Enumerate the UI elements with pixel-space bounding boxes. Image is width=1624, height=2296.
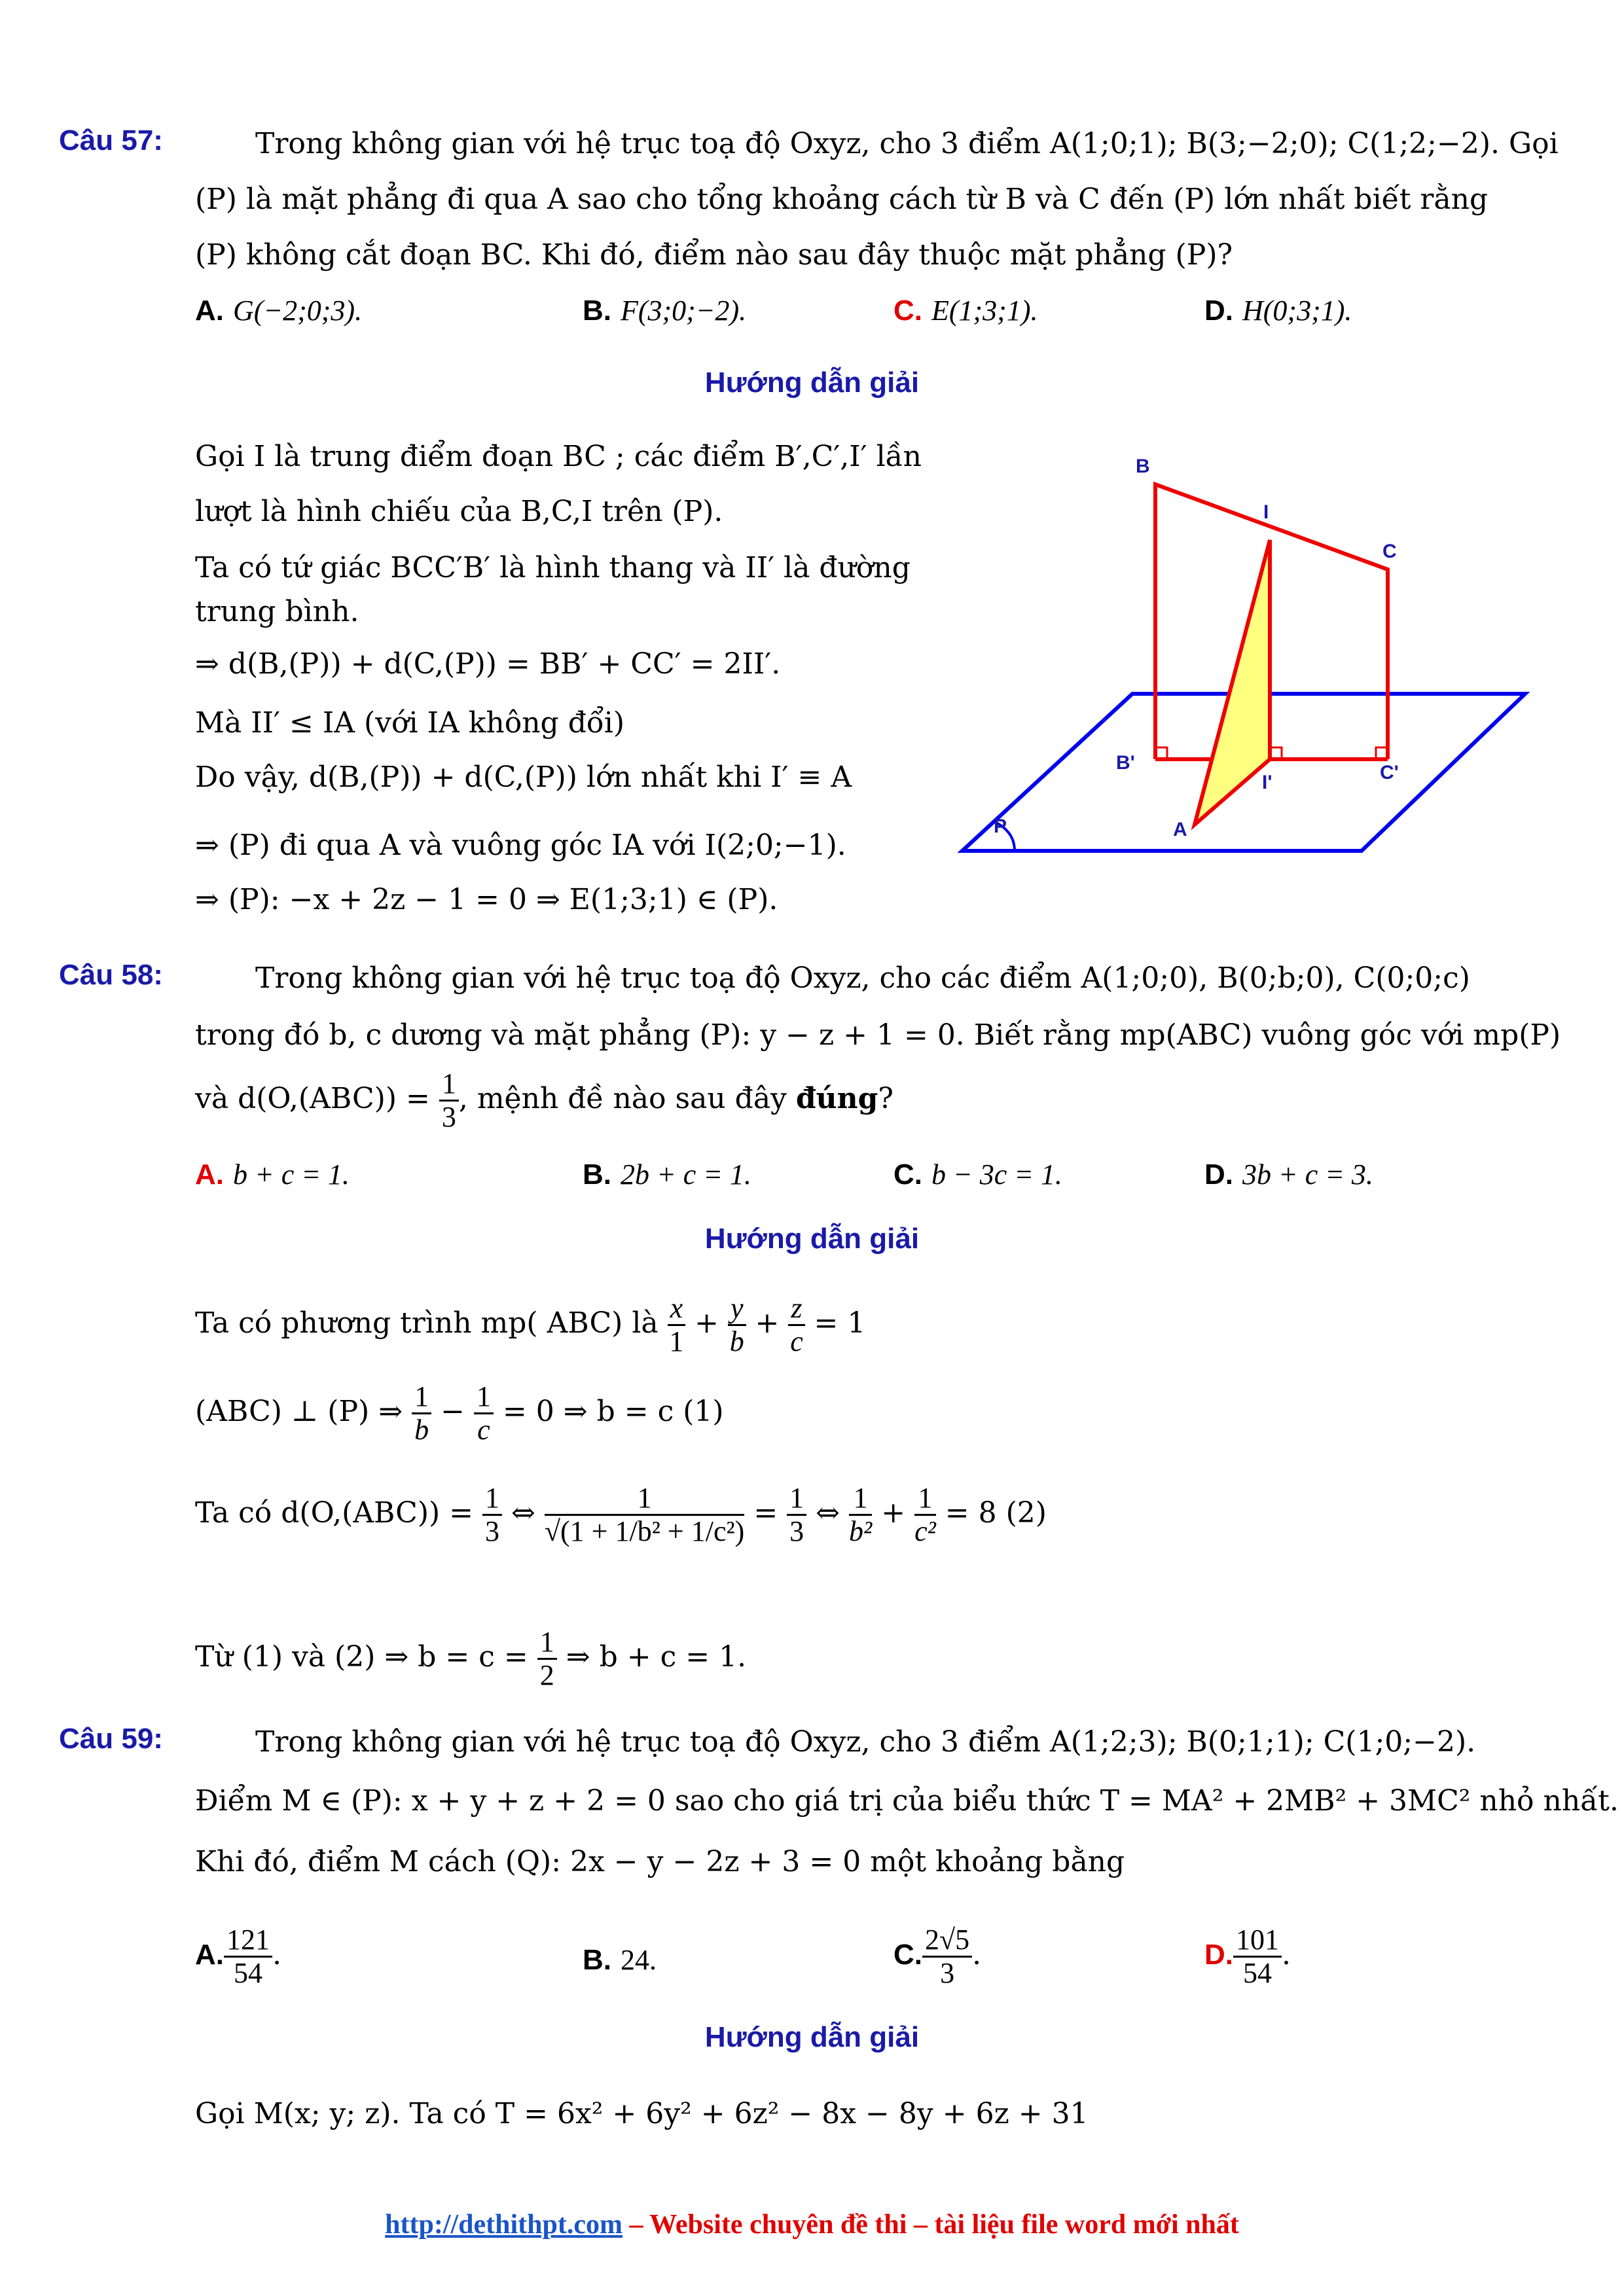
q57-solution-line-6: Mà II′ ≤ IA (với IA không đổi) [195,706,625,740]
q58-solution-line-3: Ta có d(O,(ABC)) = $\frac{1}{3}$ ⇔ $\frac{1}{\text{√(1 + 1/b² + 1/c²)}}$ = $\frac{1}{3}$ ⇔ $\frac{1}{\text{b²}}$ + $\frac{1}{\text{c²}}$ = 8 (2) [195,1482,1047,1547]
q58-option-d: D. 3b + c = 3. [1204,1158,1373,1191]
question-59-label: Câu 59: [59,1723,163,1755]
q57-solution-header: Hướng dẫn giải [704,367,920,399]
label-i-prime: I' [1262,772,1272,793]
question-58-line-3: và d(O,(ABC)) = $\frac{1}{3}$ , mệnh đề nào sau đây đúng? [195,1067,894,1133]
q57-solution-line-2: lượt là hình chiếu của B,C,I trên (P). [195,495,723,528]
q59-option-c: C. $\frac{2√5}{3}$ . [893,1924,982,1989]
q59-solution-header: Hướng dẫn giải [704,2021,920,2053]
fraction-one-third: $\frac{1}{3}$ [439,1068,459,1133]
label-b-prime: B' [1116,752,1135,774]
question-59-line-2: Điểm M ∈ (P): x + y + z + 2 = 0 sao cho giá trị của biểu thức T = MA² + 2MB² + 3MC² nhỏ nhất. [195,1784,1619,1818]
q59-option-b: B. 24. [583,1944,657,1976]
q59-option-a: A. $\frac{121}{54}$ . [195,1924,281,1989]
q57-solution-line-5: ⇒ d(B,(P)) + d(C,(P)) = BB′ + CC′ = 2II′. [195,647,781,681]
footer-link[interactable]: http://dethithpt.com [385,2210,623,2240]
question-57-line-2: (P) là mặt phẳng đi qua A sao cho tổng khoảng cách từ B và C đến (P) lớn nhất biết rằng [195,183,1489,216]
label-p: P [994,816,1007,837]
q57-solution-line-1: Gọi I là trung điểm đoạn BC ; các điểm B′,C′,I′ lần [195,440,922,473]
q58-option-a: A. b + c = 1. [195,1158,350,1191]
question-58-line-1: Trong không gian với hệ trục toạ độ Oxyz, cho các điểm A(1;0;0), B(0;b;0), C(0;0;c) [255,961,1470,995]
label-b: B [1136,456,1150,477]
q57-option-a: A. G(−2;0;3). [195,295,363,327]
q57-option-b: B. F(3;0;−2). [583,295,747,327]
question-59-line-3: Khi đó, điểm M cách (Q): 2x − y − 2z + 3 = 0 một khoảng bằng [195,1845,1125,1878]
q58-option-c: C. b − 3c = 1. [893,1158,1062,1191]
q59-solution-line-1: Gọi M(x; y; z). Ta có T = 6x² + 6y² + 6z² − 8x − 8y + 6z + 31 [195,2097,1089,2130]
q57-solution-line-8: ⇒ (P) đi qua A và vuông góc IA với I(2;0;−1). [195,829,846,862]
page-footer [0,2209,1624,2240]
label-c: C [1382,541,1397,562]
question-57-label: Câu 57: [59,124,163,156]
q57-solution-line-7: Do vậy, d(B,(P)) + d(C,(P)) lớn nhất khi I′ ≡ A [195,761,852,794]
q59-option-d: D. $\frac{101}{54}$ . [1204,1924,1291,1989]
label-a: A [1173,819,1187,840]
q57-solution-line-3: Ta có tứ giác BCC′B′ là hình thang và II′ là đường [195,551,911,584]
question-58-label: Câu 58: [59,959,163,991]
q57-solution-line-4: trung bình. [195,595,359,628]
question-58-line-2: trong đó b, c dương và mặt phẳng (P): y − z + 1 = 0. Biết rằng mp(ABC) vuông góc với mp(P) [195,1018,1561,1052]
q58-solution-header: Hướng dẫn giải [704,1223,920,1255]
q57-option-d: D. H(0;3;1). [1204,295,1352,327]
q57-option-c: C. E(1;3;1). [893,295,1038,327]
triangle-i-i1-a [1195,540,1270,825]
label-i: I [1263,501,1269,523]
q58-solution-line-1: Ta có phương trình mp( ABC) là $\frac{x}{1}$ + $\frac{y}{b}$ + $\frac{z}{c}$ = 1 [195,1292,866,1357]
q57-solution-line-9: ⇒ (P): −x + 2z − 1 = 0 ⇒ E(1;3;1) ∈ (P). [195,883,778,916]
q58-option-b: B. 2b + c = 1. [583,1158,751,1191]
q58-solution-line-2: (ABC) ⊥ (P) ⇒ $\frac{1}{b}$ − $\frac{1}{c}$ = 0 ⇒ b = c (1) [195,1380,724,1446]
q58-solution-line-4: Từ (1) và (2) ⇒ b = c = $\frac{1}{2}$ ⇒ b + c = 1. [195,1626,747,1691]
question-59-line-1: Trong không gian với hệ trục toạ độ Oxyz, cho 3 điểm A(1;2;3); B(0;1;1); C(1;0;−2). [255,1725,1476,1759]
footer-text: – Website chuyên đề thi – tài liệu file word mới nhất [623,2210,1239,2240]
geometry-figure [943,445,1532,864]
label-c-prime: C' [1380,762,1399,783]
question-57-line-1: Trong không gian với hệ trục toạ độ Oxyz, cho 3 điểm A(1;0;1); B(3;−2;0); C(1;2;−2). Gọi [255,127,1559,160]
question-57-line-3: (P) không cắt đoạn BC. Khi đó, điểm nào sau đây thuộc mặt phẳng (P)? [195,238,1233,272]
